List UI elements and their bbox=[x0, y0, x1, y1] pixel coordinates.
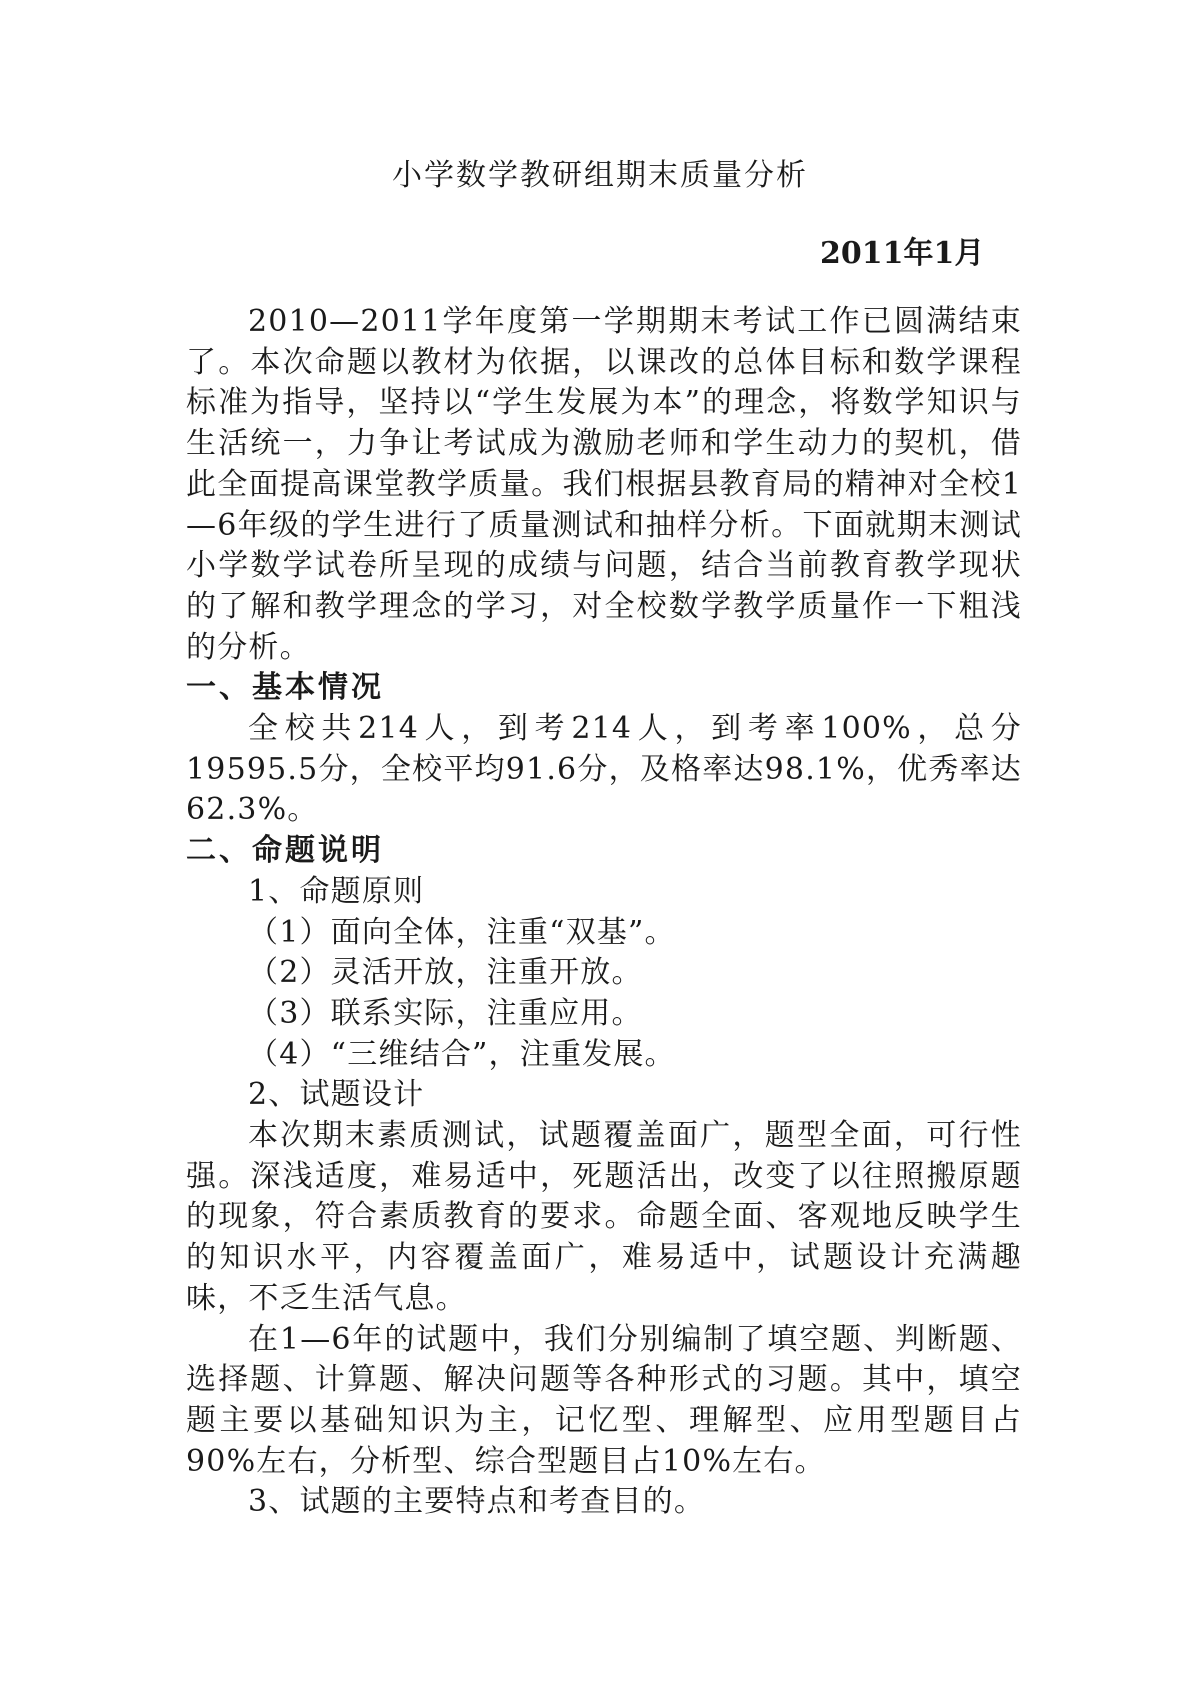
subheading-principle: 1、命题原则 bbox=[248, 873, 425, 909]
intro-paragraph: 2010—2011学年度第一学期期末考试工作已圆满结束了。本次命题以教材为依据，以课改的总体目标和数学课程标准为指导，坚持以“学生发展为本”的理念，将数学知识与生活统一，力争让考试成为激励老师和学生动力的契机，借此全面提高课堂教学质量。我们根据县教育局的精神对全校1—6年级的学生进行了质量测试和抽样分析。下面就期末测试小学数学试卷所呈现的成绩与问题，结合当前教育教学现状的了解和教学理念的学习，对全校数学教学质量作一下粗浅的分析。 bbox=[186, 304, 1022, 665]
principle-item-4: （4）“三维结合”，注重发展。 bbox=[248, 1036, 676, 1072]
document-date: 2011年1月 bbox=[820, 236, 985, 271]
section-heading-basic: 一、基本情况 bbox=[186, 670, 384, 706]
document-title: 小学数学教研组期末质量分析 bbox=[392, 158, 808, 193]
subheading-design: 2、试题设计 bbox=[248, 1077, 425, 1113]
document-body bbox=[186, 302, 1022, 1523]
design-paragraph-1: 本次期末素质测试，试题覆盖面广，题型全面，可行性强。深浅适度，难易适中，死题活出，改变了以往照搬原题的现象，符合素质教育的要求。命题全面、客观地反映学生的知识水平，内容覆盖面广，难易适中，试题设计充满趣味，不乏生活气息。 bbox=[186, 1118, 1022, 1316]
subheading-features: 3、试题的主要特点和考查目的。 bbox=[248, 1484, 706, 1520]
principle-item-2: （2）灵活开放，注重开放。 bbox=[248, 955, 643, 991]
principle-item-1: （1）面向全体，注重“双基”。 bbox=[248, 914, 676, 950]
section-heading-proposition: 二、命题说明 bbox=[186, 833, 384, 869]
principle-item-3: （3）联系实际，注重应用。 bbox=[248, 995, 643, 1031]
basic-stats-paragraph: 全校共214人，到考214人，到考率100%，总分19595.5分，全校平均91.6分，及格率达98.1%，优秀率达62.3%。 bbox=[186, 711, 1022, 828]
design-paragraph-2: 在1—6年的试题中，我们分别编制了填空题、判断题、选择题、计算题、解决问题等各种形式的习题。其中，填空题主要以基础知识为主，记忆型、理解型、应用型题目占90%左右，分析型、综合型题目占10%左右。 bbox=[186, 1321, 1022, 1479]
